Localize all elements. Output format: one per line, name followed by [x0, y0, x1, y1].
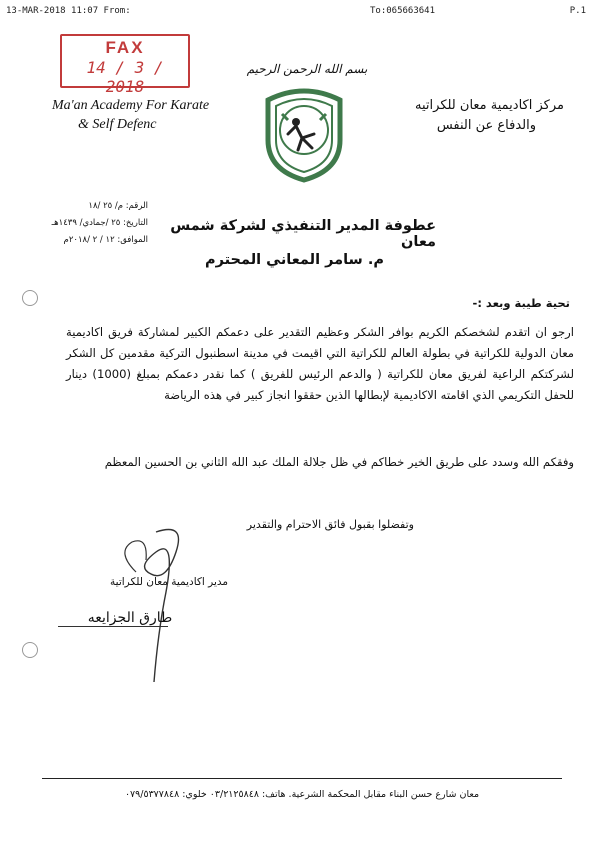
punch-hole-mark — [22, 290, 38, 306]
reference-gregorian-date: الموافق: ١٢ / ٢ /٢٠١٨م — [63, 235, 148, 245]
academy-name-ar-line1: مركز اكاديمية معان للكراتيه — [415, 98, 564, 113]
fax-stamp-label: FAX — [105, 38, 145, 57]
academy-name-ar-line2: والدفاع عن النفس — [436, 118, 536, 133]
punch-hole-mark — [22, 642, 38, 658]
reference-hijri-date: التاريخ: ٢٥ /جمادي/ ١٤٣٩هـ — [51, 218, 148, 228]
footer-divider — [42, 778, 562, 779]
body-paragraph-2: وفقكم الله وسدد على طريق الخير خطاكم في ظل جلالة الملك عبد الله الثاني بن الحسين المعظم — [104, 455, 574, 469]
greeting: تحية طيبة وبعد :- — [472, 296, 570, 310]
fax-header-to: To:065663641 — [370, 6, 436, 16]
academy-emblem-icon — [252, 80, 356, 184]
signature-underline — [58, 626, 168, 627]
academy-logo — [252, 80, 356, 184]
addressee-line1: عطوفة المدير التنفيذي لشركة شمس معان — [170, 218, 436, 250]
academy-name-en-line1: Ma'an Academy For Karate — [52, 98, 210, 113]
body-paragraph-1: ارجو ان اتقدم لشخصكم الكريم بوافر الشكر وعظيم التقدير على دعمكم الكبير لمشاركة فريق اكاديمية معان الدولية للكراتية في بطولة العالم للكراتية التي اقيمت في مدينة اسطنبول التركية مقدمين كل الشكر لشركتكم الراعية لفريق معان للكراتية ( والدعم الرئيس للفريق ) كما نقدر دعمكم بمبلغ (1000) دينار للحفل التكريمي الذي اقامته الاكاديمية لإبطالها الذين حققوا انجاز كبير في هذه الرياضة — [66, 325, 575, 402]
signatory-title: مدير اكاديمية معان للكراتية — [110, 576, 228, 588]
fax-stamp-date: 14 / 3 / 2018 — [86, 58, 164, 96]
fax-header-date-from: 13-MAR-2018 11:07 From: — [6, 6, 131, 16]
signatory-name: طارق الجزايعه — [87, 610, 173, 626]
closing-line: وتفضلوا بقبول فائق الاحترام والتقدير — [246, 518, 414, 531]
fax-header-page: P.1 — [569, 6, 586, 16]
fax-transmission-header — [6, 6, 586, 20]
academy-name-en-line2: & Self Defenc — [78, 117, 157, 132]
addressee-line2: م. سامر المعاني المحترم — [204, 252, 384, 268]
reference-number: الرقم: م/ ٢٥ /١٨ — [88, 201, 148, 211]
footer-address: معان شارع حسن البناء مقابل المحكمة الشرعية. هاتف: ٠٣/٢١٢٥٨٤٨ خلوي: ٠٧٩/٥٣٧٧٨٤٨ — [124, 789, 480, 800]
basmala-calligraphy: بسم الله الرحمن الرحيم — [246, 62, 368, 76]
fax-stamp — [60, 34, 190, 96]
